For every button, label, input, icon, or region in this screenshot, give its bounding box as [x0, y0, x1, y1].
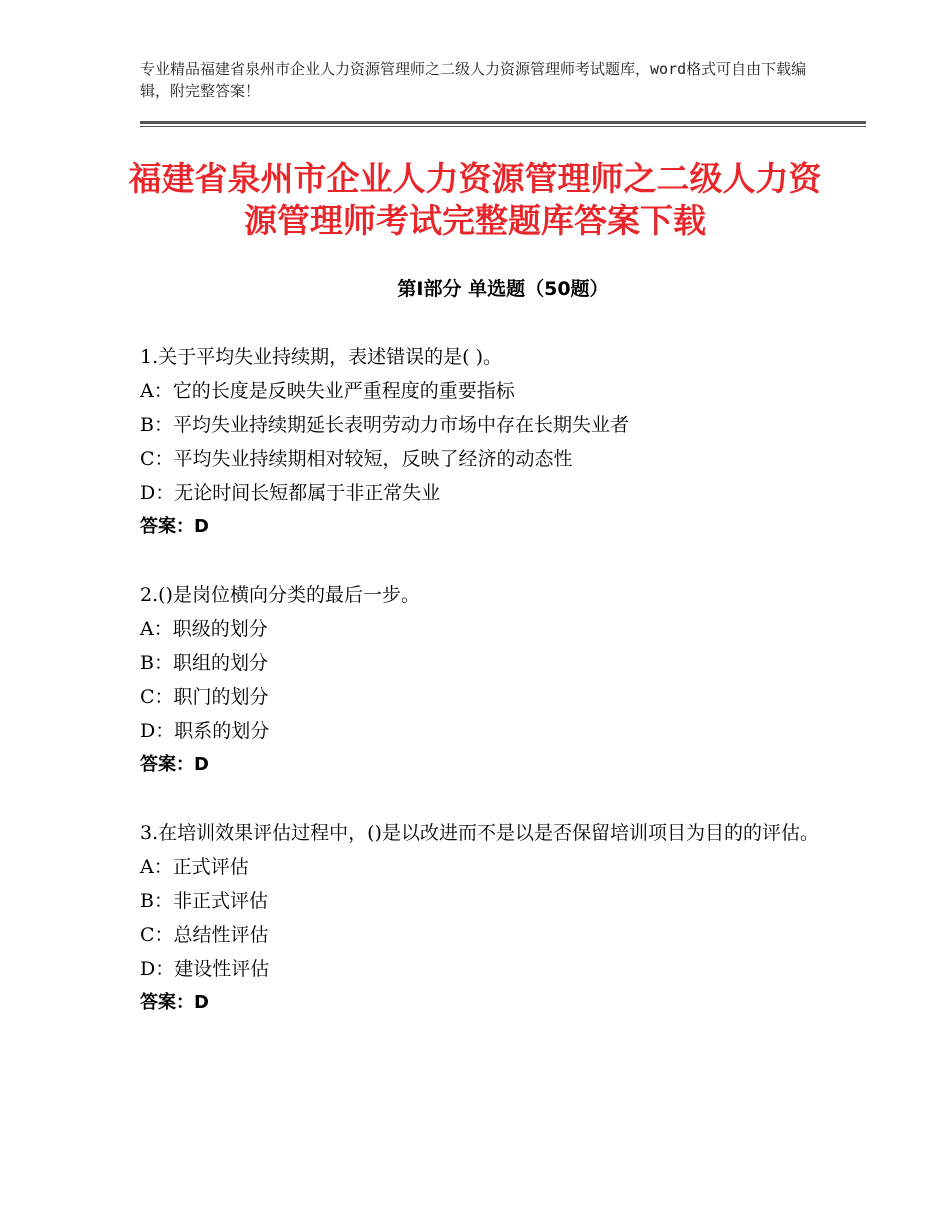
- question-stem: 3.在培训效果评估过程中，()是以改进而不是以是否保留培训项目为目的的评估。: [140, 822, 819, 844]
- option-a: A：正式评估: [140, 856, 249, 878]
- header-rule-thick: [140, 121, 866, 124]
- header-rule-thin: [140, 126, 866, 127]
- option-d: D：无论时间长短都属于非正常失业: [140, 482, 441, 504]
- option-a: A：它的长度是反映失业严重程度的重要指标: [140, 380, 515, 402]
- question-3: [140, 816, 830, 1020]
- option-a: A：职级的划分: [140, 618, 268, 640]
- answer: 答案：D: [140, 992, 209, 1013]
- option-c: C：总结性评估: [140, 924, 269, 946]
- question-stem: 1.关于平均失业持续期，表述错误的是( )。: [140, 346, 502, 368]
- option-d: D：职系的划分: [140, 720, 270, 742]
- answer: 答案：D: [140, 516, 209, 537]
- option-b: B：平均失业持续期延长表明劳动力市场中存在长期失业者: [140, 414, 629, 436]
- question-1: [140, 340, 830, 544]
- header-note: 专业精品福建省泉州市企业人力资源管理师之二级人力资源管理师考试题库，word格式可自由下载编辑，附完整答案！: [140, 60, 807, 100]
- option-b: B：非正式评估: [140, 890, 268, 912]
- question-stem: 2.()是岗位横向分类的最后一步。: [140, 584, 420, 606]
- question-list: [140, 340, 830, 1054]
- document-title: 福建省泉州市企业人力资源管理师之二级人力资源管理师考试完整题库答案下载: [128, 159, 822, 240]
- question-2: [140, 578, 830, 782]
- option-b: B：职组的划分: [140, 652, 268, 674]
- answer: 答案：D: [140, 754, 209, 775]
- option-d: D：建设性评估: [140, 958, 270, 980]
- option-c: C：平均失业持续期相对较短，反映了经济的动态性: [140, 448, 573, 470]
- option-c: C：职门的划分: [140, 686, 269, 708]
- section-heading: 第Ⅰ部分 单选题（50题）: [397, 278, 609, 300]
